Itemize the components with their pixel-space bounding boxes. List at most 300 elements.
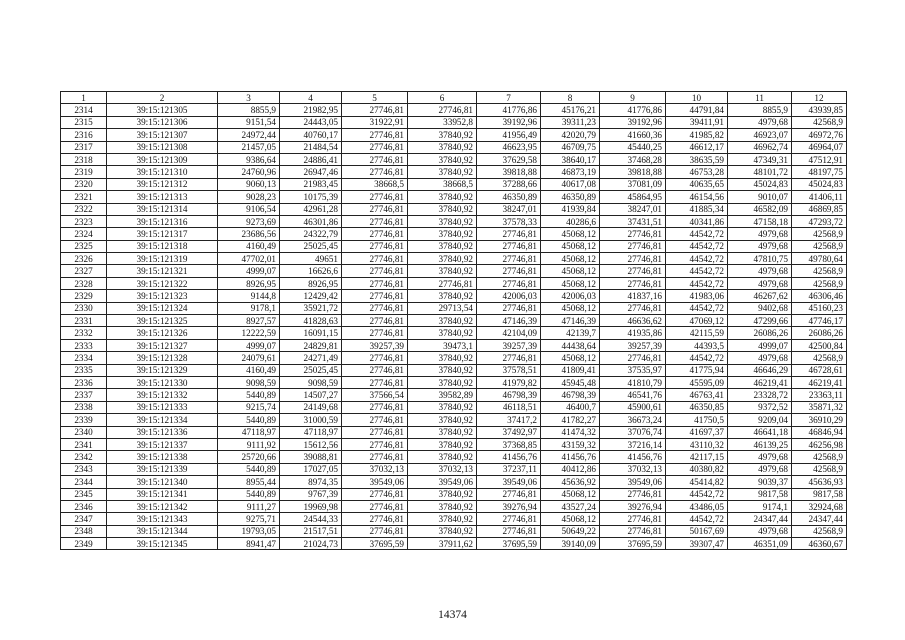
- cadastral-number-cell: 39:15:121330: [107, 376, 218, 388]
- value-cell: 31000,59: [280, 414, 342, 426]
- value-cell: 25025,45: [280, 364, 342, 376]
- value-cell: 24544,33: [280, 513, 342, 525]
- value-cell: 46219,41: [792, 376, 847, 388]
- value-cell: 46256,98: [792, 438, 847, 450]
- value-cell: 39818,88: [477, 166, 541, 178]
- value-cell: 32924,68: [792, 500, 847, 512]
- value-cell: 46636,62: [600, 315, 666, 327]
- cadastral-number-cell: 39:15:121309: [107, 153, 218, 165]
- value-cell: 41935,86: [600, 327, 666, 339]
- value-cell: 46763,41: [666, 389, 728, 401]
- value-cell: 27746,81: [342, 228, 408, 240]
- value-cell: 45440,25: [600, 141, 666, 153]
- table-row: [61, 129, 847, 141]
- row-number-cell: 2342: [61, 451, 107, 463]
- value-cell: 37468,28: [600, 153, 666, 165]
- value-cell: 44791,84: [666, 104, 728, 116]
- value-cell: 37840,92: [408, 191, 477, 203]
- value-cell: 41983,06: [666, 290, 728, 302]
- table-row: [61, 339, 847, 351]
- row-number-cell: 2314: [61, 104, 107, 116]
- table-row: [61, 364, 847, 376]
- table-row: [61, 389, 847, 401]
- value-cell: 27746,81: [477, 228, 541, 240]
- row-number-cell: 2330: [61, 302, 107, 314]
- cadastral-number-cell: 39:15:121326: [107, 327, 218, 339]
- cadastral-number-cell: 39:15:121306: [107, 116, 218, 128]
- cadastral-number-cell: 39:15:121340: [107, 476, 218, 488]
- value-cell: 39582,89: [408, 389, 477, 401]
- cadastral-number-cell: 39:15:121324: [107, 302, 218, 314]
- row-number-cell: 2327: [61, 265, 107, 277]
- table-row: [61, 104, 847, 116]
- value-cell: 41837,16: [600, 290, 666, 302]
- value-cell: 46350,89: [541, 191, 600, 203]
- value-cell: 44542,72: [666, 513, 728, 525]
- cadastral-number-cell: 39:15:121325: [107, 315, 218, 327]
- value-cell: 37840,92: [408, 513, 477, 525]
- header-cell: 3: [218, 92, 280, 104]
- value-cell: 9767,39: [280, 488, 342, 500]
- row-number-cell: 2325: [61, 240, 107, 252]
- value-cell: 25025,45: [280, 240, 342, 252]
- value-cell: 41985,82: [666, 129, 728, 141]
- value-cell: 4979,68: [728, 240, 792, 252]
- value-cell: 9111,27: [218, 500, 280, 512]
- value-cell: 27746,81: [342, 240, 408, 252]
- value-cell: 27746,81: [600, 525, 666, 537]
- table-row: [61, 438, 847, 450]
- cadastral-number-cell: 39:15:121305: [107, 104, 218, 116]
- value-cell: 9010,07: [728, 191, 792, 203]
- header-cell: 8: [541, 92, 600, 104]
- value-cell: 27746,81: [600, 352, 666, 364]
- value-cell: 27746,81: [600, 253, 666, 265]
- cadastral-number-cell: 39:15:121345: [107, 538, 218, 550]
- value-cell: 27746,81: [477, 302, 541, 314]
- header-cell: 7: [477, 92, 541, 104]
- data-table: [60, 91, 847, 550]
- value-cell: 47293,72: [792, 215, 847, 227]
- value-cell: 41776,86: [600, 104, 666, 116]
- value-cell: 9106,54: [218, 203, 280, 215]
- value-cell: 41660,36: [600, 129, 666, 141]
- header-cell: 5: [342, 92, 408, 104]
- value-cell: 45176,21: [541, 104, 600, 116]
- value-cell: 37288,66: [477, 178, 541, 190]
- row-number-cell: 2333: [61, 339, 107, 351]
- value-cell: 48101,72: [728, 166, 792, 178]
- cadastral-number-cell: 39:15:121341: [107, 488, 218, 500]
- value-cell: 41828,63: [280, 315, 342, 327]
- value-cell: 37911,62: [408, 538, 477, 550]
- value-cell: 41776,86: [477, 104, 541, 116]
- cadastral-number-cell: 39:15:121327: [107, 339, 218, 351]
- value-cell: 37695,59: [342, 538, 408, 550]
- value-cell: 24322,79: [280, 228, 342, 240]
- value-cell: 42020,79: [541, 129, 600, 141]
- value-cell: 27746,81: [342, 401, 408, 413]
- value-cell: 39192,96: [477, 116, 541, 128]
- table-row: [61, 352, 847, 364]
- row-number-cell: 2338: [61, 401, 107, 413]
- value-cell: 46400,7: [541, 401, 600, 413]
- cadastral-number-cell: 39:15:121337: [107, 438, 218, 450]
- value-cell: 42117,15: [666, 451, 728, 463]
- value-cell: 37237,11: [477, 463, 541, 475]
- value-cell: 24443,05: [280, 116, 342, 128]
- value-cell: 5440,89: [218, 389, 280, 401]
- value-cell: 33952,8: [408, 116, 477, 128]
- value-cell: 41810,79: [600, 376, 666, 388]
- value-cell: 27746,81: [600, 277, 666, 289]
- value-cell: 41775,94: [666, 364, 728, 376]
- value-cell: 38635,59: [666, 153, 728, 165]
- row-number-cell: 2340: [61, 426, 107, 438]
- value-cell: 27746,81: [408, 277, 477, 289]
- value-cell: 27746,81: [408, 104, 477, 116]
- value-cell: 37535,97: [600, 364, 666, 376]
- value-cell: 38247,01: [477, 203, 541, 215]
- value-cell: 8941,47: [218, 538, 280, 550]
- value-cell: 8955,44: [218, 476, 280, 488]
- value-cell: 45024,83: [792, 178, 847, 190]
- value-cell: 37840,92: [408, 327, 477, 339]
- value-cell: 27746,81: [342, 153, 408, 165]
- page-number: 14374: [438, 609, 467, 621]
- table-row: [61, 525, 847, 537]
- value-cell: 37840,92: [408, 500, 477, 512]
- value-cell: 41885,34: [666, 203, 728, 215]
- value-cell: 37840,92: [408, 401, 477, 413]
- value-cell: 40380,82: [666, 463, 728, 475]
- row-number-cell: 2349: [61, 538, 107, 550]
- value-cell: 4979,68: [728, 228, 792, 240]
- value-cell: 5440,89: [218, 488, 280, 500]
- value-cell: 39549,06: [408, 476, 477, 488]
- value-cell: 27746,81: [342, 525, 408, 537]
- value-cell: 27746,81: [342, 488, 408, 500]
- value-cell: 42500,84: [792, 339, 847, 351]
- value-cell: 37032,13: [408, 463, 477, 475]
- value-cell: 47146,39: [541, 315, 600, 327]
- value-cell: 24079,61: [218, 352, 280, 364]
- value-cell: 27746,81: [342, 253, 408, 265]
- header-cell: 9: [600, 92, 666, 104]
- table-row: [61, 302, 847, 314]
- value-cell: 44542,72: [666, 488, 728, 500]
- value-cell: 37840,92: [408, 438, 477, 450]
- value-cell: 26086,26: [792, 327, 847, 339]
- value-cell: 31922,91: [342, 116, 408, 128]
- value-cell: 27746,81: [342, 129, 408, 141]
- value-cell: 4979,68: [728, 463, 792, 475]
- value-cell: 37840,92: [408, 352, 477, 364]
- row-number-cell: 2341: [61, 438, 107, 450]
- value-cell: 19969,98: [280, 500, 342, 512]
- row-number-cell: 2339: [61, 414, 107, 426]
- value-cell: 4999,07: [218, 339, 280, 351]
- value-cell: 27746,81: [600, 240, 666, 252]
- value-cell: 42568,9: [792, 277, 847, 289]
- value-cell: 37840,92: [408, 129, 477, 141]
- value-cell: 27746,81: [342, 302, 408, 314]
- value-cell: 37032,13: [342, 463, 408, 475]
- value-cell: 46612,17: [666, 141, 728, 153]
- row-number-cell: 2331: [61, 315, 107, 327]
- value-cell: 45636,93: [792, 476, 847, 488]
- row-number-cell: 2321: [61, 191, 107, 203]
- value-cell: 44542,72: [666, 240, 728, 252]
- value-cell: 43110,32: [666, 438, 728, 450]
- value-cell: 46646,29: [728, 364, 792, 376]
- value-cell: 27746,81: [342, 315, 408, 327]
- value-cell: 21457,05: [218, 141, 280, 153]
- value-cell: 42568,9: [792, 240, 847, 252]
- value-cell: 24886,41: [280, 153, 342, 165]
- value-cell: 38668,5: [408, 178, 477, 190]
- value-cell: 8855,9: [218, 104, 280, 116]
- table-row: [61, 265, 847, 277]
- value-cell: 27746,81: [342, 215, 408, 227]
- value-cell: 4979,68: [728, 116, 792, 128]
- value-cell: 39276,94: [600, 500, 666, 512]
- table-row: [61, 414, 847, 426]
- cadastral-number-cell: 39:15:121319: [107, 253, 218, 265]
- value-cell: 40760,17: [280, 129, 342, 141]
- table-body: [61, 92, 847, 550]
- value-cell: 9098,59: [218, 376, 280, 388]
- value-cell: 37578,33: [477, 215, 541, 227]
- value-cell: 38640,17: [541, 153, 600, 165]
- value-cell: 27746,81: [342, 438, 408, 450]
- cadastral-number-cell: 39:15:121333: [107, 401, 218, 413]
- value-cell: 8974,35: [280, 476, 342, 488]
- value-cell: 27746,81: [342, 414, 408, 426]
- value-cell: 27746,81: [600, 228, 666, 240]
- value-cell: 24149,68: [280, 401, 342, 413]
- value-cell: 10175,39: [280, 191, 342, 203]
- table-row: [61, 191, 847, 203]
- value-cell: 46972,76: [792, 129, 847, 141]
- value-cell: 37840,92: [408, 215, 477, 227]
- value-cell: 37840,92: [408, 364, 477, 376]
- value-cell: 37840,92: [408, 376, 477, 388]
- value-cell: 48197,75: [792, 166, 847, 178]
- value-cell: 38668,5: [342, 178, 408, 190]
- value-cell: 46964,07: [792, 141, 847, 153]
- value-cell: 37840,92: [408, 426, 477, 438]
- value-cell: 46873,19: [541, 166, 600, 178]
- row-number-cell: 2332: [61, 327, 107, 339]
- value-cell: 23363,11: [792, 389, 847, 401]
- value-cell: 9174,1: [728, 500, 792, 512]
- value-cell: 24760,96: [218, 166, 280, 178]
- value-cell: 26947,46: [280, 166, 342, 178]
- value-cell: 37840,92: [408, 203, 477, 215]
- cadastral-number-cell: 39:15:121307: [107, 129, 218, 141]
- row-number-cell: 2326: [61, 253, 107, 265]
- value-cell: 42568,9: [792, 525, 847, 537]
- value-cell: 9039,37: [728, 476, 792, 488]
- value-cell: 27746,81: [477, 513, 541, 525]
- row-number-cell: 2328: [61, 277, 107, 289]
- value-cell: 4979,68: [728, 277, 792, 289]
- value-cell: 45068,12: [541, 352, 600, 364]
- value-cell: 44542,72: [666, 228, 728, 240]
- value-cell: 45068,12: [541, 277, 600, 289]
- value-cell: 12429,42: [280, 290, 342, 302]
- value-cell: 45068,12: [541, 228, 600, 240]
- value-cell: 37492,97: [477, 426, 541, 438]
- table-row: [61, 463, 847, 475]
- value-cell: 27746,81: [477, 525, 541, 537]
- table-row: [61, 203, 847, 215]
- value-cell: 37695,59: [600, 538, 666, 550]
- value-cell: 40635,65: [666, 178, 728, 190]
- value-cell: 27746,81: [342, 327, 408, 339]
- value-cell: 46139,25: [728, 438, 792, 450]
- value-cell: 41782,27: [541, 414, 600, 426]
- value-cell: 47118,97: [280, 426, 342, 438]
- value-cell: 21024,73: [280, 538, 342, 550]
- value-cell: 44542,72: [666, 352, 728, 364]
- value-cell: 45068,12: [541, 513, 600, 525]
- row-number-cell: 2335: [61, 364, 107, 376]
- value-cell: 47810,75: [728, 253, 792, 265]
- value-cell: 42568,9: [792, 116, 847, 128]
- value-cell: 35921,72: [280, 302, 342, 314]
- value-cell: 27746,81: [342, 376, 408, 388]
- value-cell: 46306,46: [792, 290, 847, 302]
- value-cell: 24271,49: [280, 352, 342, 364]
- value-cell: 37578,51: [477, 364, 541, 376]
- value-cell: 17027,05: [280, 463, 342, 475]
- value-cell: 39276,94: [477, 500, 541, 512]
- table-row: [61, 451, 847, 463]
- value-cell: 44542,72: [666, 302, 728, 314]
- row-number-cell: 2315: [61, 116, 107, 128]
- value-cell: 45160,23: [792, 302, 847, 314]
- value-cell: 4979,68: [728, 265, 792, 277]
- row-number-cell: 2346: [61, 500, 107, 512]
- table-row: [61, 277, 847, 289]
- value-cell: 47512,91: [792, 153, 847, 165]
- value-cell: 39311,23: [541, 116, 600, 128]
- value-cell: 9386,64: [218, 153, 280, 165]
- value-cell: 37840,92: [408, 488, 477, 500]
- value-cell: 9209,04: [728, 414, 792, 426]
- value-cell: 4999,07: [728, 339, 792, 351]
- value-cell: 46641,18: [728, 426, 792, 438]
- value-cell: 44542,72: [666, 253, 728, 265]
- row-number-cell: 2322: [61, 203, 107, 215]
- value-cell: 47158,18: [728, 215, 792, 227]
- value-cell: 27746,81: [342, 191, 408, 203]
- value-cell: 46360,67: [792, 538, 847, 550]
- value-cell: 27746,81: [477, 277, 541, 289]
- value-cell: 25720,66: [218, 451, 280, 463]
- value-cell: 12222,59: [218, 327, 280, 339]
- value-cell: 46798,39: [541, 389, 600, 401]
- value-cell: 9215,74: [218, 401, 280, 413]
- value-cell: 23686,56: [218, 228, 280, 240]
- table-row: [61, 426, 847, 438]
- value-cell: 44438,64: [541, 339, 600, 351]
- value-cell: 46219,41: [728, 376, 792, 388]
- value-cell: 37695,59: [477, 538, 541, 550]
- value-cell: 41979,82: [477, 376, 541, 388]
- value-cell: 37840,92: [408, 153, 477, 165]
- cadastral-number-cell: 39:15:121342: [107, 500, 218, 512]
- row-number-cell: 2329: [61, 290, 107, 302]
- value-cell: 50649,22: [541, 525, 600, 537]
- value-cell: 9028,23: [218, 191, 280, 203]
- value-cell: 37840,92: [408, 253, 477, 265]
- value-cell: 37840,92: [408, 315, 477, 327]
- row-number-cell: 2320: [61, 178, 107, 190]
- value-cell: 5440,89: [218, 414, 280, 426]
- value-cell: 41956,49: [477, 129, 541, 141]
- value-cell: 24347,44: [728, 513, 792, 525]
- value-cell: 27746,81: [342, 500, 408, 512]
- value-cell: 21983,45: [280, 178, 342, 190]
- value-cell: 9151,54: [218, 116, 280, 128]
- value-cell: 37840,92: [408, 265, 477, 277]
- value-cell: 49651: [280, 253, 342, 265]
- value-cell: 23328,72: [728, 389, 792, 401]
- value-cell: 45945,48: [541, 376, 600, 388]
- header-cell: 6: [408, 92, 477, 104]
- value-cell: 46869,85: [792, 203, 847, 215]
- value-cell: 35871,32: [792, 401, 847, 413]
- row-number-cell: 2345: [61, 488, 107, 500]
- table-row: [61, 315, 847, 327]
- value-cell: 37431,51: [600, 215, 666, 227]
- row-number-cell: 2317: [61, 141, 107, 153]
- value-cell: 39088,81: [280, 451, 342, 463]
- cadastral-number-cell: 39:15:121334: [107, 414, 218, 426]
- header-cell: 11: [728, 92, 792, 104]
- value-cell: 9098,59: [280, 376, 342, 388]
- value-cell: 47069,12: [666, 315, 728, 327]
- value-cell: 39549,06: [600, 476, 666, 488]
- value-cell: 47349,31: [728, 153, 792, 165]
- cadastral-number-cell: 39:15:121321: [107, 265, 218, 277]
- row-number-cell: 2324: [61, 228, 107, 240]
- value-cell: 46709,75: [541, 141, 600, 153]
- row-number-cell: 2316: [61, 129, 107, 141]
- value-cell: 27746,81: [342, 352, 408, 364]
- value-cell: 16091,15: [280, 327, 342, 339]
- value-cell: 15612,56: [280, 438, 342, 450]
- cadastral-number-cell: 39:15:121343: [107, 513, 218, 525]
- value-cell: 42006,03: [477, 290, 541, 302]
- value-cell: 36910,29: [792, 414, 847, 426]
- value-cell: 41697,37: [666, 426, 728, 438]
- value-cell: 46267,62: [728, 290, 792, 302]
- value-cell: 27746,81: [477, 240, 541, 252]
- cadastral-number-cell: 39:15:121316: [107, 215, 218, 227]
- header-cell: 2: [107, 92, 218, 104]
- cadastral-number-cell: 39:15:121310: [107, 166, 218, 178]
- row-number-cell: 2336: [61, 376, 107, 388]
- value-cell: 40617,08: [541, 178, 600, 190]
- value-cell: 37368,85: [477, 438, 541, 450]
- value-cell: 37840,92: [408, 451, 477, 463]
- value-cell: 45414,82: [666, 476, 728, 488]
- value-cell: 37840,92: [408, 141, 477, 153]
